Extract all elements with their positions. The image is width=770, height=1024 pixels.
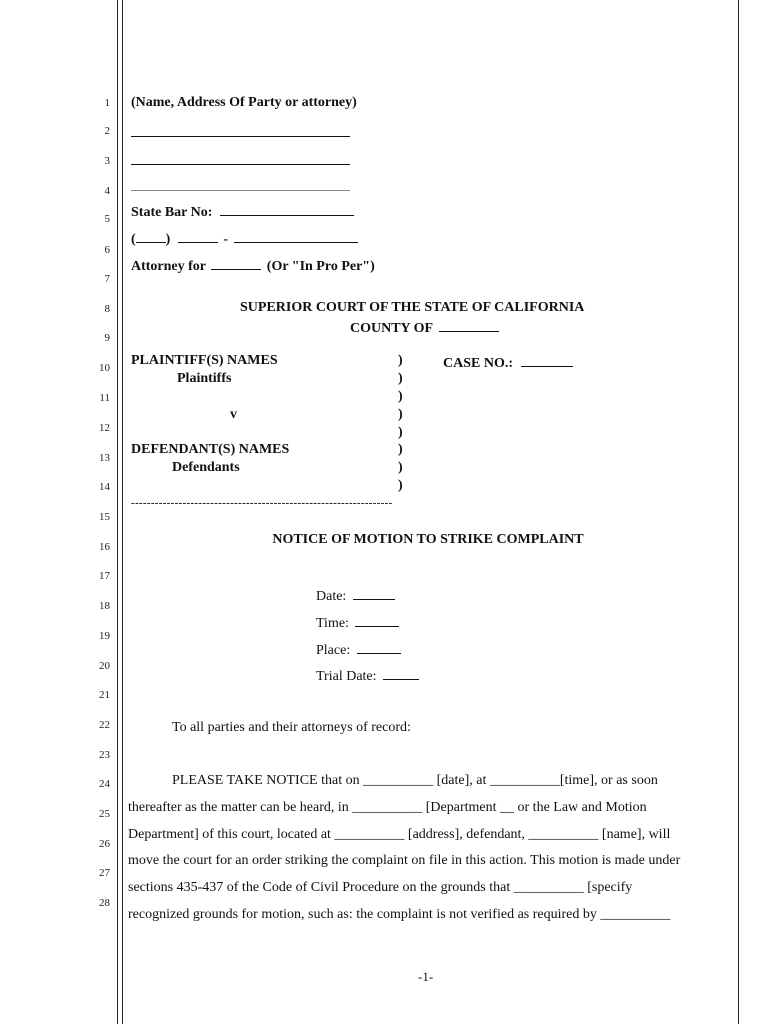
state-bar-label: State Bar No: — [131, 205, 213, 220]
left-margin-rule-inner — [122, 0, 123, 1024]
line-number: 7 — [104, 273, 110, 285]
body-line: thereafter as the matter can be heard, in __________ [Department __ or the Law and Motion — [128, 800, 647, 815]
page-number: -1- — [418, 969, 434, 984]
line-number: 28 — [99, 897, 110, 909]
caption-paren: ) — [398, 425, 403, 440]
trial-date-label: Trial Date: — [316, 669, 377, 684]
case-no-field[interactable] — [521, 353, 573, 367]
caption-paren: ) — [398, 460, 403, 475]
hearing-time-row — [316, 613, 399, 632]
line-number: 10 — [99, 362, 110, 374]
phone-number-field[interactable] — [234, 229, 358, 243]
line-number: 1 — [104, 97, 110, 109]
line-number: 19 — [99, 630, 110, 642]
county-label: COUNTY OF — [350, 321, 433, 336]
line-number: 5 — [104, 213, 110, 225]
line-number: 24 — [99, 778, 110, 790]
address-line-3[interactable] — [131, 190, 350, 191]
phone-close-paren: ) — [165, 232, 171, 247]
body-line: PLEASE TAKE NOTICE that on __________ [date], at __________[time], or as soon — [172, 773, 658, 788]
caption-divider: ------------------------------------------------------------------ — [131, 497, 393, 509]
case-no-label: CASE NO.: — [443, 356, 514, 371]
versus-label: v — [230, 407, 237, 422]
line-number: 14 — [99, 481, 110, 493]
hearing-date-field[interactable] — [353, 586, 395, 600]
hearing-place-row — [316, 640, 401, 659]
phone-open-paren: ( — [131, 232, 136, 247]
line-number: 9 — [104, 332, 110, 344]
area-code-field[interactable] — [136, 229, 166, 243]
line-number: 23 — [99, 749, 110, 761]
defendants-label: Defendants — [172, 460, 240, 475]
hearing-date-row — [316, 586, 395, 605]
line-number: 8 — [104, 303, 110, 315]
hearing-time-field[interactable] — [355, 613, 399, 627]
phone-row — [131, 229, 358, 248]
hearing-date-label: Date: — [316, 589, 347, 604]
hearing-place-field[interactable] — [357, 640, 401, 654]
line-number: 11 — [99, 392, 110, 404]
county-row — [350, 318, 499, 337]
line-number: 27 — [99, 867, 110, 879]
case-no-row — [443, 353, 573, 372]
line-number: 26 — [99, 838, 110, 850]
line-number: 20 — [99, 660, 110, 672]
line-number: 17 — [99, 570, 110, 582]
phone-dash: - — [223, 232, 229, 247]
body-line: Department] of this court, located at __________ [address], defendant, __________ [name], will — [128, 827, 671, 842]
address-line-2[interactable] — [131, 164, 350, 165]
caption-paren: ) — [398, 478, 403, 493]
line-number: 13 — [99, 452, 110, 464]
court-name: SUPERIOR COURT OF THE STATE OF CALIFORNIA — [240, 300, 585, 315]
line-number: 6 — [104, 244, 110, 256]
caption-paren: ) — [398, 442, 403, 457]
trial-date-field[interactable] — [383, 666, 419, 680]
caption-paren: ) — [398, 353, 403, 368]
body-line: sections 435-437 of the Code of Civil Procedure on the grounds that __________ [specify — [128, 880, 633, 895]
line-number: 3 — [104, 155, 110, 167]
caption-paren: ) — [398, 389, 403, 404]
line-number: 18 — [99, 600, 110, 612]
state-bar-field[interactable] — [220, 202, 354, 216]
line-number: 25 — [99, 808, 110, 820]
body-line: recognized grounds for motion, such as: the complaint is not verified as required by __________ — [128, 907, 671, 922]
line-number: 16 — [99, 541, 110, 553]
line-number: 22 — [99, 719, 110, 731]
name-address-heading: (Name, Address Of Party or attorney) — [131, 95, 357, 110]
line-number: 12 — [99, 422, 110, 434]
trial-date-row — [316, 666, 419, 685]
phone-prefix-field[interactable] — [178, 229, 218, 243]
caption-paren: ) — [398, 371, 403, 386]
left-margin-rule-outer — [117, 0, 118, 1024]
plaintiffs-label: Plaintiffs — [177, 371, 232, 386]
hearing-place-label: Place: — [316, 643, 351, 658]
line-number: 4 — [104, 185, 110, 197]
attorney-for-label: Attorney for — [131, 259, 206, 274]
address-line-1[interactable] — [131, 136, 350, 137]
salutation: To all parties and their attorneys of record: — [172, 720, 411, 735]
line-number: 15 — [99, 511, 110, 523]
caption-paren: ) — [398, 407, 403, 422]
defendant-names: DEFENDANT(S) NAMES — [131, 442, 290, 457]
document-title: NOTICE OF MOTION TO STRIKE COMPLAINT — [272, 532, 584, 547]
line-number: 2 — [104, 125, 110, 137]
attorney-for-field[interactable] — [211, 256, 261, 270]
county-field[interactable] — [439, 318, 499, 332]
plaintiff-names: PLAINTIFF(S) NAMES — [131, 353, 278, 368]
attorney-for-row — [131, 256, 375, 275]
right-margin-rule — [738, 0, 739, 1024]
attorney-for-suffix: (Or "In Pro Per") — [266, 259, 375, 274]
line-number: 21 — [99, 689, 110, 701]
state-bar-row — [131, 202, 354, 221]
hearing-time-label: Time: — [316, 616, 349, 631]
body-line: move the court for an order striking the complaint on file in this action. This motion is made under — [128, 853, 681, 868]
